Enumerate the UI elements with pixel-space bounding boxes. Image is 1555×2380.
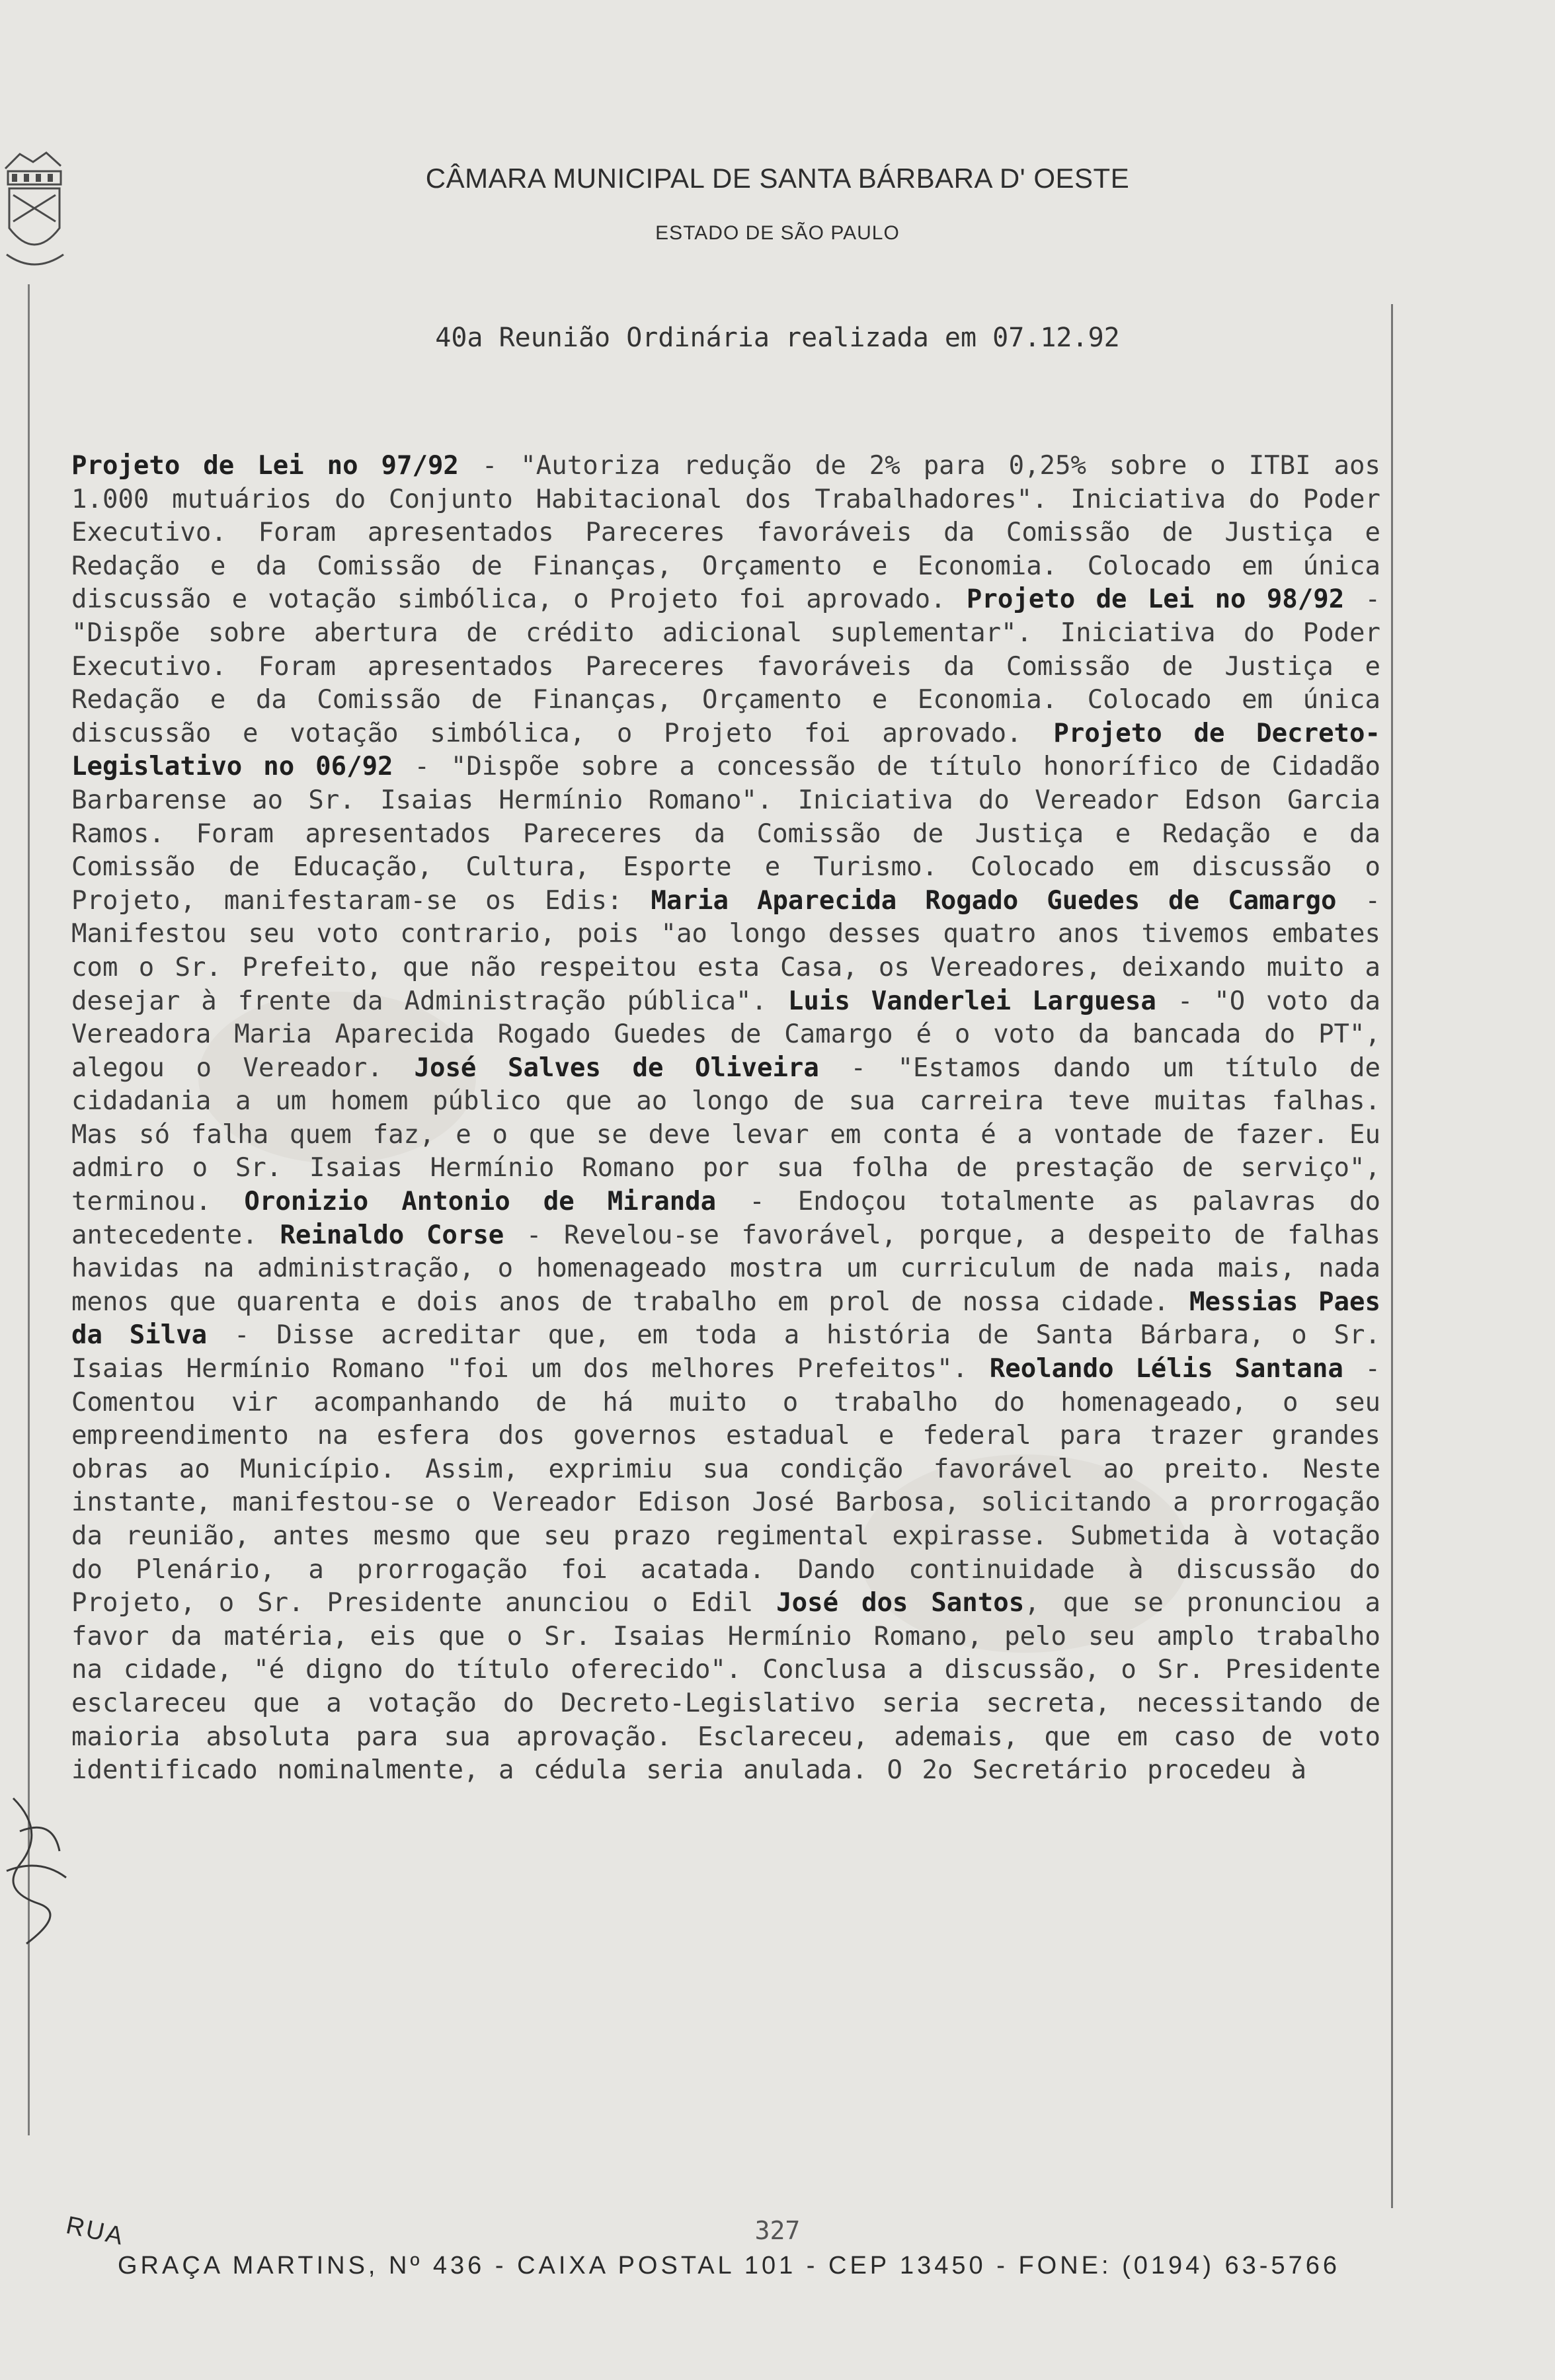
bill-text: - "Dispõe sobre abertura de crédito adicional suplementar". Iniciativa do Poder Executivo. Foram apresentados Pareceres favoráveis da Comissão de Justiça e Redação e da Comissão de Finanças, Orçamento e Economia. Colocado em única discussão e votação simbólica, o Projeto foi aprovado. bbox=[71, 584, 1380, 748]
minutes-body bbox=[71, 450, 1380, 1788]
bill-title: Projeto de Decreto-Legislativo no 06/92 bbox=[71, 718, 1380, 782]
speaker-text: - Endoçou totalmente as palavras do antecedente. bbox=[71, 1187, 1380, 1250]
footer-street-prefix: RUA bbox=[63, 2211, 128, 2251]
speaker-name: Reolando Lélis Santana bbox=[989, 1354, 1343, 1384]
speaker-text: - Comentou vir acompanhando de há muito o trabalho do homenageado, o seu empreendimento na esfera dos governos estadual e federal para trazer grandes obras ao Município. Assim, exprimiu sua condição favorável ao preito. Neste instante, manifestou-se o Vereador Edison José Barbosa, solicitando a prorrogação da reunião, antes mesmo que seu prazo regimental expirasse. Submetida à votação do Plenário, a prorrogação foi acatada. Dando continuidade à discussão do Projeto, o Sr. Presidente anunciou o Edil bbox=[71, 1354, 1380, 1618]
speaker-name: José dos Santos bbox=[776, 1588, 1025, 1618]
institution-title: CÂMARA MUNICIPAL DE SANTA BÁRBARA D' OESTE bbox=[425, 163, 1130, 194]
speaker-name: José Salves de Oliveira bbox=[414, 1052, 819, 1083]
speaker-text: - Revelou-se favorável, porque, a despeito de falhas havidas na administração, o homenageado mostra um curriculum de nada mais, nada menos que quarenta e dois anos de trabalho em prol de nossa cidade. bbox=[71, 1220, 1380, 1317]
speaker-name: Maria Aparecida Rogado Guedes de Camargo bbox=[651, 885, 1337, 916]
speaker-text: - Manifestou seu voto contrario, pois "ao longo desses quatro anos tivemos embates com o Sr. Prefeito, que não respeitou esta Casa, os Vereadores, deixando muito a desejar à frente da Administração pública". bbox=[71, 885, 1380, 1016]
footer-address: GRAÇA MARTINS, Nº 436 - CAIXA POSTAL 101 - CEP 13450 - FONE: (0194) 63-5766 bbox=[118, 2252, 1340, 2280]
bill-title: Projeto de Lei no 97/92 bbox=[71, 451, 459, 481]
speaker-text: - "Estamos dando um título de cidadania a um homem público que ao longo de sua carreira teve muitas falhas. Mas só falha quem faz, e o que se deve levar em conta é a vontade de fazer. Eu admiro o Sr. Isaias Hermínio Romano por sua folha de prestação de serviço", terminou. bbox=[71, 1052, 1381, 1217]
speaker-text: - "O voto da Vereadora Maria Aparecida Rogado Guedes de Camargo é o voto da bancada do PT", alegou o Vereador. bbox=[71, 986, 1381, 1083]
page-number: 327 bbox=[754, 2216, 801, 2245]
bill-text: - "Autoriza redução de 2% para 0,25% sobre o ITBI aos 1.000 mutuários do Conjunto Habitacional dos Trabalhadores". Iniciativa do Poder Executivo. Foram apresentados Pareceres favoráveis da Comissão de Justiça e Redação e da Comissão de Finanças, Orçamento e Economia. Colocado em única discussão e votação simbólica, o Projeto foi aprovado. bbox=[71, 451, 1380, 615]
speaker-name: Luis Vanderlei Larguesa bbox=[787, 986, 1156, 1016]
bill-text: - "Dispõe sobre a concessão de título honorífico de Cidadão Barbarense ao Sr. Isaias Hermínio Romano". Iniciativa do Vereador Edson Garcia Ramos. Foram apresentados Pareceres da Comissão de Justiça e Redação e da Comissão de Educação, Cultura, Esporte e Turismo. Colocado em discussão o Projeto, manifestaram-se os Edis: bbox=[71, 752, 1380, 916]
signature-icon bbox=[0, 1792, 79, 1964]
speaker-text: - Disse acreditar que, em toda a história de Santa Bárbara, o Sr. Isaias Hermínio Romano "foi um dos melhores Prefeitos". bbox=[71, 1320, 1381, 1384]
speaker-name: Messias Paes da Silva bbox=[71, 1287, 1381, 1351]
bill-title: Projeto de Lei no 98/92 bbox=[966, 584, 1345, 615]
document-title: 40a Reunião Ordinária realizada em 07.12.92 bbox=[435, 323, 1120, 353]
speaker-name: Oronizio Antonio de Miranda bbox=[244, 1187, 717, 1217]
state-subtitle: ESTADO DE SÃO PAULO bbox=[655, 222, 900, 244]
speaker-name: Reinaldo Corse bbox=[280, 1220, 504, 1250]
speaker-text: , que se pronunciou a favor da matéria, eis que o Sr. Isaias Hermínio Romano, pelo seu amplo trabalho na cidade, "é digno do título oferecido". Conclusa a discussão, o Sr. Presidente esclareceu que a votação do Decreto-Legislativo seria secreta, necessitando de maioria absoluta para sua aprovação. Esclareceu, ademais, que em caso de voto identificado nominalmente, a cédula seria anulada. O 2o Secretário procedeu à bbox=[71, 1588, 1380, 1786]
margin-line bbox=[1391, 304, 1393, 2208]
